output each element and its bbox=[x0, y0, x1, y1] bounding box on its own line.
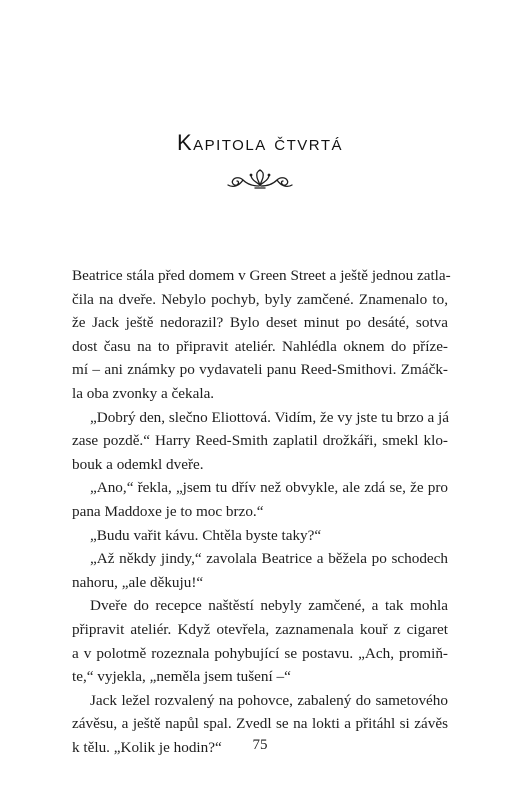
text-line: že Jack ještě nedorazil? Bylo deset minut po desáté, sotva bbox=[72, 314, 448, 332]
text-line: připravit ateliér. Když otevřela, zaznamenala kouř z cigaret bbox=[72, 620, 448, 638]
paragraph bbox=[72, 547, 448, 594]
text-line: bouk a odemkl dveře. bbox=[72, 455, 204, 473]
text-line: k tělu. „Kolik je hodin?“ bbox=[72, 738, 222, 756]
chapter-title: Kapitola čtvrtá bbox=[176, 130, 344, 155]
text-line: „Dobrý den, slečno Eliottová. Vidím, že vy jste tu brzo a já bbox=[90, 408, 449, 426]
text-line: Jack ležel rozvalený na pohovce, zabalený do sametového bbox=[90, 691, 448, 709]
page-number: 75 bbox=[252, 737, 268, 753]
text-line: a v polotmě rozeznala pohybující se postavu. „Ach, promiň- bbox=[72, 644, 448, 662]
paragraph bbox=[72, 264, 451, 406]
text-line: Dveře do recepce naštěstí nebyly zamčené, a tak mohla bbox=[90, 597, 448, 615]
text-line: dost času na to připravit ateliér. Nahlédla oknem do přízе- bbox=[72, 337, 448, 355]
chapter-body bbox=[72, 264, 451, 759]
floral-flourish-icon bbox=[225, 168, 295, 194]
paragraph bbox=[72, 476, 448, 523]
text-line: „Až někdy jindy,“ zavolala Beatrice a běžela po schodech bbox=[90, 550, 448, 568]
text-line: čila na dveře. Nebylo pochyb, byly zamčené. Znamenalo to, bbox=[72, 290, 448, 308]
text-line: „Ano,“ řekla, „jsem tu dřív než obvykle, ale zdá se, že pro bbox=[90, 479, 448, 497]
paragraph bbox=[72, 524, 448, 548]
text-line: pana Maddoxe je to moc brzo.“ bbox=[72, 502, 264, 520]
text-line: zase pozdě.“ Harry Reed-Smith zaplatil drožkáři, smekl klo- bbox=[72, 432, 448, 450]
text-line: nahoru, „ale děkuju!“ bbox=[72, 573, 204, 591]
text-line: mí – ani známky po vydavateli panu Reed-Smithovi. Zmáčk- bbox=[72, 361, 448, 379]
paragraph bbox=[72, 406, 448, 477]
text-line: te,“ vyjekla, „neměla jsem tušení –“ bbox=[72, 668, 291, 686]
text-line: la oba zvonky a čekala. bbox=[72, 384, 215, 402]
text-line: „Budu vařit kávu. Chtěla byste taky?“ bbox=[90, 526, 322, 544]
text-line: závěsu, a ještě napůl spal. Zvedl se na lokti a přitáhl si závěs bbox=[72, 715, 448, 733]
paragraph bbox=[72, 594, 448, 688]
text-line: Beatrice stála před domem v Green Street a ještě jednou zatla- bbox=[72, 267, 451, 284]
